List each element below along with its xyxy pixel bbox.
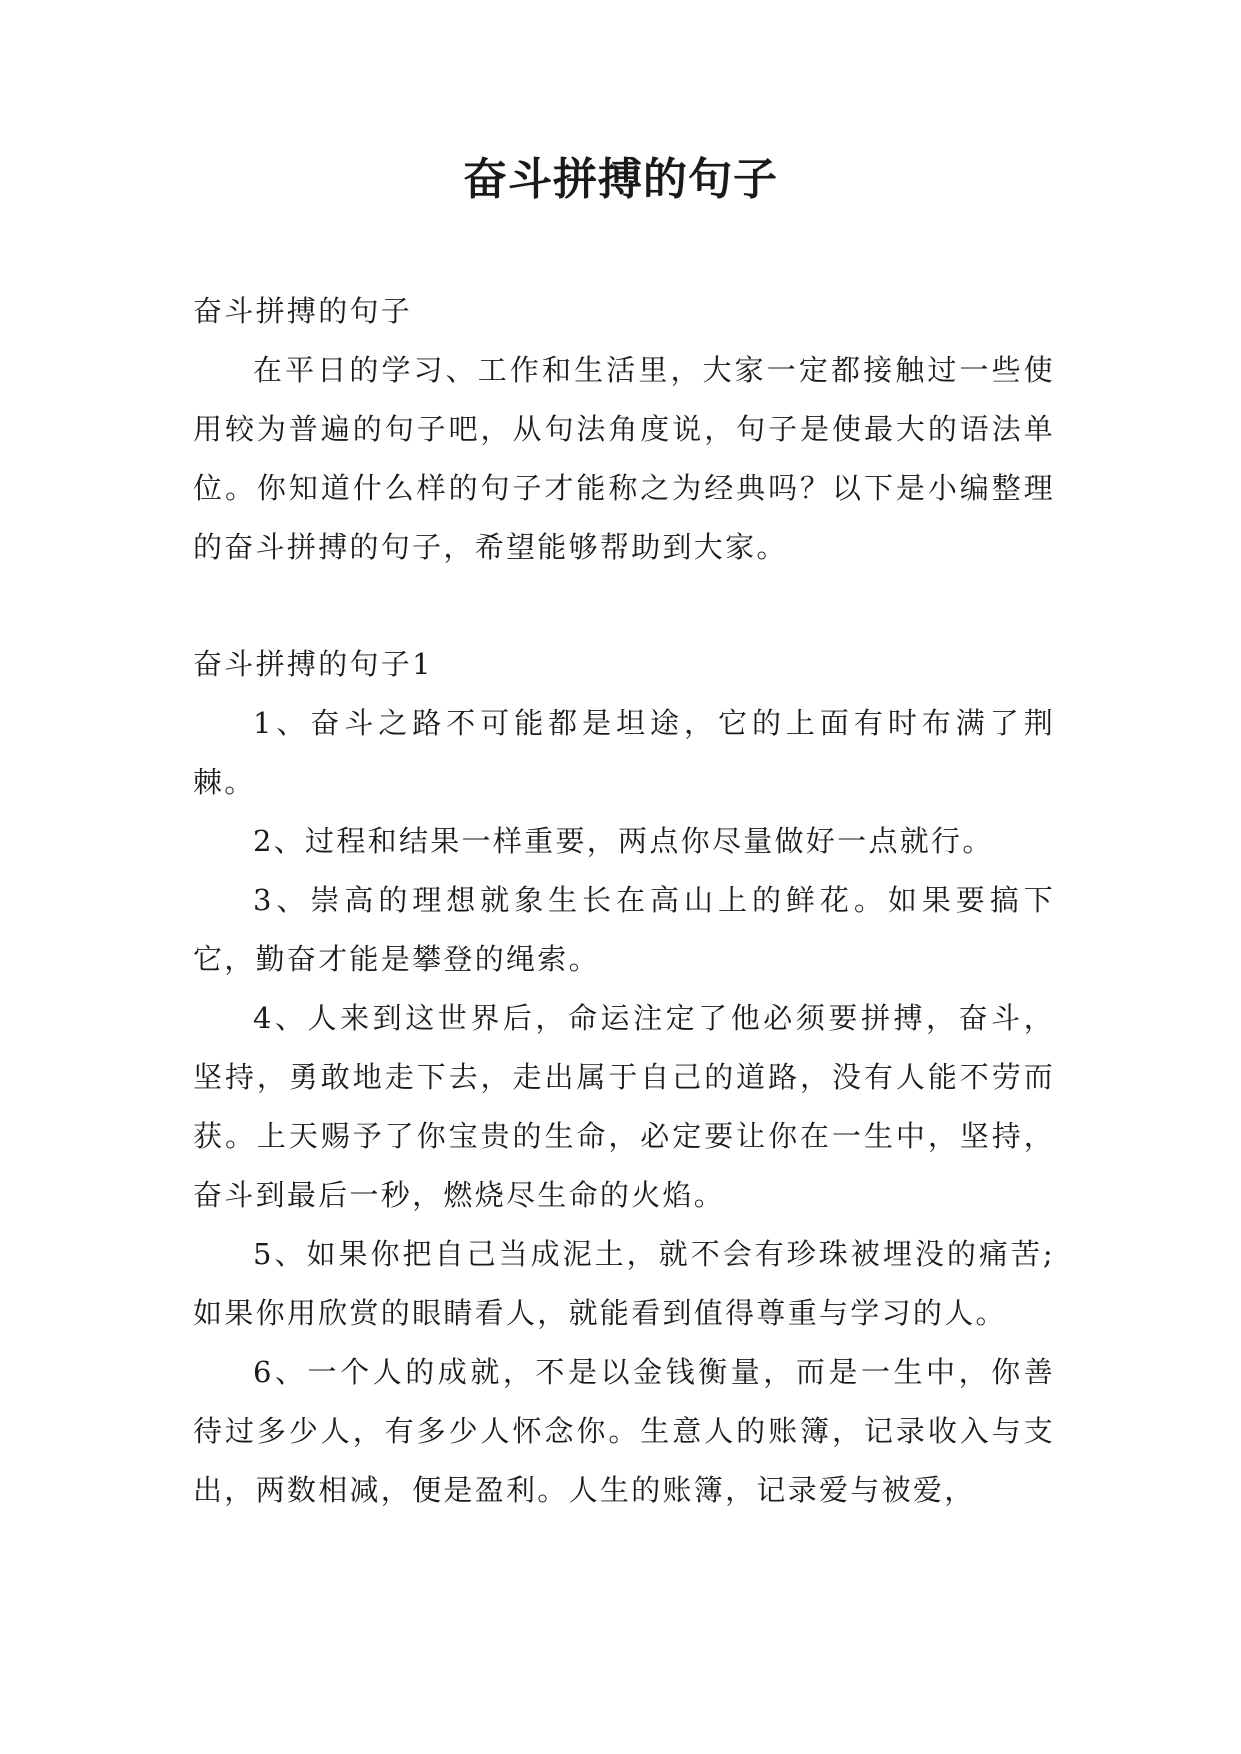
list-item: 2、过程和结果一样重要，两点你尽量做好一点就行。: [253, 824, 994, 858]
document-title: 奋斗拼搏的句子: [463, 154, 778, 205]
list-item: 6、一个人的成就，不是以金钱衡量，而是一生中，你善待过多少人，有多少人怀念你。生意人的账簿，记录收入与支出，两数相减，便是盈利。人生的账簿，记录爱与被爱，: [193, 1355, 1055, 1507]
list-item: 4、人来到这世界后，命运注定了他必须要拼搏，奋斗，坚持，勇敢地走下去，走出属于自己的道路，没有人能不劳而获。上天赐予了你宝贵的生命，必定要让你在一生中，坚持，奋斗到最后一秒，燃烧尽生命的火焰。: [193, 1001, 1055, 1212]
list-item: 1、奋斗之路不可能都是坦途，它的上面有时布满了荆棘。: [193, 706, 1055, 799]
document-subtitle: 奋斗拼搏的句子: [193, 294, 413, 328]
document-body: [193, 282, 1055, 1520]
intro-paragraph: 在平日的学习、工作和生活里，大家一定都接触过一些使用较为普遍的句子吧，从句法角度说，句子是使最大的语法单位。你知道什么样的句子才能称之为经典吗？以下是小编整理的奋斗拼搏的句子，希望能够帮助到大家。: [193, 353, 1055, 564]
section-heading: 奋斗拼搏的句子1: [193, 647, 433, 681]
list-item: 5、如果你把自己当成泥土，就不会有珍珠被埋没的痛苦;如果你用欣赏的眼睛看人，就能看到值得尊重与学习的人。: [193, 1237, 1055, 1330]
list-item: 3、崇高的理想就象生长在高山上的鲜花。如果要搞下它，勤奋才能是攀登的绳索。: [193, 883, 1055, 976]
